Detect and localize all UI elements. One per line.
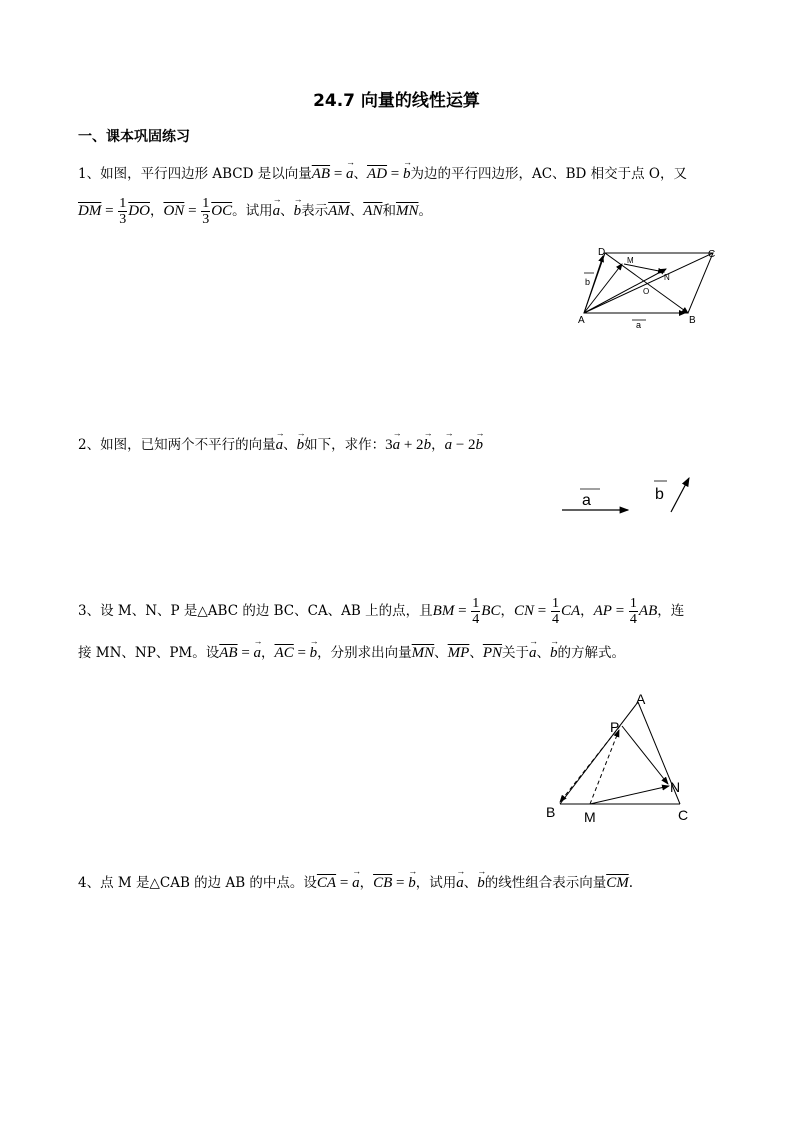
fig1-label-A: A (578, 315, 585, 326)
figure-3-triangle (540, 690, 700, 825)
question-1-line-1: 1、如图，平行四边形 ABCD 是以向量$\overline{AB}$ = → a、$\overline{AD}$ = → b为边的平行四边形，AC、BD 相交于点 O，又 (78, 161, 687, 184)
q4-text-c: 的线性组合表示向量 (484, 875, 607, 891)
fig1-label-D: D (598, 247, 606, 258)
q3-text-c: ，分别求出向量 (317, 645, 412, 661)
q3-text-e: 的方解式。 (557, 645, 626, 661)
question-4: 4、点 M 是△CAB 的边 AB 的中点。设$\overline{CA}$ = → a，$\overline{CB}$ = → b，试用→ a、→ b的线性组合表示向量$\overline{CM}$. (78, 870, 633, 893)
fig1-label-B: B (689, 315, 696, 326)
q1-text-e: 和 (382, 203, 396, 219)
fig1-label-O: O (643, 287, 650, 296)
q1-text-c: 。试用 (232, 203, 273, 219)
figure-1-parallelogram (570, 242, 730, 332)
figure-2-vectors (558, 474, 698, 520)
fig3-label-B: B (546, 804, 556, 820)
question-1-line-2: $\overline{DM}$ = $\frac{1}{3}$ $\overline{DO}$，$\overline{ON}$ = $\frac{1}{3}$ $\overline{OC}$。试用→ a、→ b表示$\overline{AM}$、$\overline{AN}$和$\overline{MN}$。 (78, 196, 432, 227)
q4-text-b: ，试用 (415, 875, 457, 891)
question-2: 2、如图，已知两个不平行的向量→ a、→ b如下，求作：3→ a + 2→ b，→ a − 2→ b (78, 432, 483, 455)
fig1-label-C: C (708, 249, 716, 260)
q3-text-end: ，连 (657, 603, 685, 619)
page-title: 24.7 向量的线性运算 (313, 91, 480, 111)
q1-text-d: 表示 (301, 203, 329, 219)
q3-text-b: 接 MN、NP、PM。设 (78, 645, 220, 661)
fig1-label-b: b (585, 277, 591, 287)
fig3-label-N: N (670, 779, 681, 795)
section-heading: 一、课本巩固练习 (78, 129, 190, 145)
fig1-label-N: N (664, 273, 670, 282)
fig3-label-M: M (584, 809, 596, 825)
fig1-label-a: a (636, 320, 642, 330)
fig3-label-P: P (610, 719, 620, 735)
q3-text-a: 3、设 M、N、P 是△ABC 的边 BC、CA、AB 上的点，且 (78, 603, 433, 619)
q1-text-a: 1、如图，平行四边形 ABCD 是以向量 (78, 166, 312, 182)
fig3-label-C: C (678, 807, 689, 823)
question-3-line-1: 3、设 M、N、P 是△ABC 的边 BC、CA、AB 上的点，且BM = $\frac{1}{4}$ BC，CN = $\frac{1}{4}$ CA，AP = $\frac{1}{4}$ AB，连 (78, 596, 685, 627)
fig1-label-M: M (627, 256, 634, 265)
q3-text-d: 关于 (502, 645, 530, 661)
question-3-line-2: 接 MN、NP、PM。设$\overline{AB}$ = → a，$\overline{AC}$ = → b，分别求出向量$\overline{MN}$、$\overline{MP}$、$\overline{PN}$关于→ a、→ b的方解式。 (78, 640, 625, 663)
fig2-label-a: a (582, 492, 591, 509)
q1-text-b: 为边的平行四边形，AC、BD 相交于点 O，又 (410, 166, 687, 182)
fig2-label-b: b (655, 486, 664, 503)
q2-text-b: 如下，求作： (304, 437, 386, 453)
q2-text-a: 2、如图，已知两个不平行的向量 (78, 437, 276, 453)
q4-text-a: 4、点 M 是△CAB 的边 AB 的中点。设 (78, 875, 317, 891)
fig3-label-A: A (636, 691, 646, 707)
